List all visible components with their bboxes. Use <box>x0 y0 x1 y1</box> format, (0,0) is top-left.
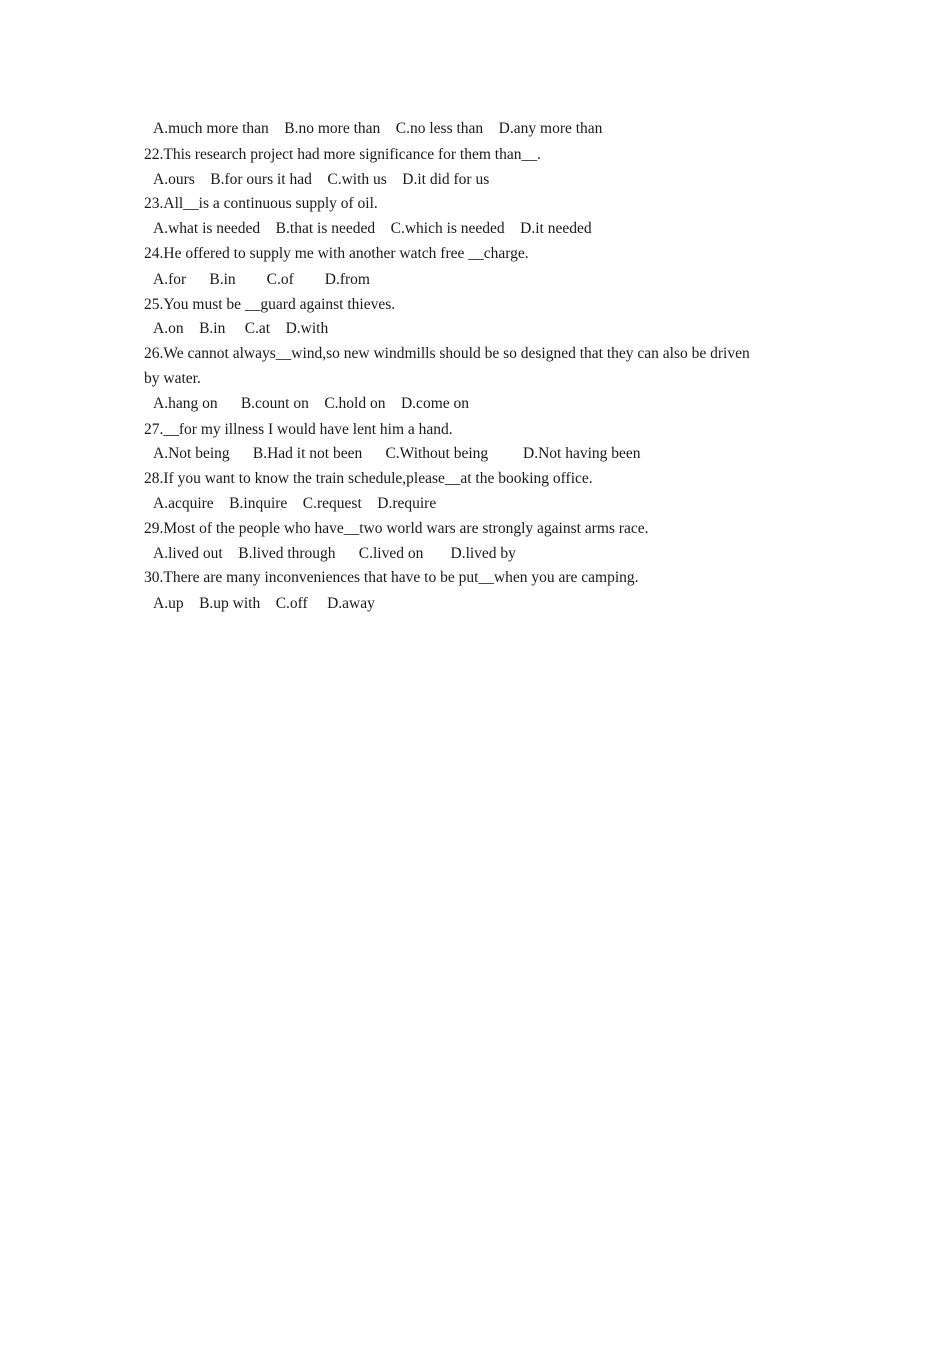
question-25: 25.You must be __guard against thieves. <box>144 296 396 313</box>
options-23: A.what is needed B.that is needed C.which is needed D.it needed <box>153 220 592 237</box>
options-22: A.ours B.for ours it had C.with us D.it did for us <box>153 171 490 188</box>
question-24: 24.He offered to supply me with another watch free __charge. <box>144 245 529 262</box>
options-30: A.up B.up with C.off D.away <box>153 595 375 612</box>
options-24: A.for B.in C.of D.from <box>153 271 370 288</box>
options-27: A.Not being B.Had it not been C.Without being D.Not having been <box>153 445 641 462</box>
question-30: 30.There are many inconveniences that have to be put__when you are camping. <box>144 569 639 586</box>
question-22: 22.This research project had more significance for them than__. <box>144 146 541 163</box>
question-23: 23.All__is a continuous supply of oil. <box>144 195 378 212</box>
question-27: 27.__for my illness I would have lent him a hand. <box>144 421 453 438</box>
options-29: A.lived out B.lived through C.lived on D.lived by <box>153 545 516 562</box>
options-21: A.much more than B.no more than C.no less than D.any more than <box>153 120 603 137</box>
question-28: 28.If you want to know the train schedule,please__at the booking office. <box>144 470 593 487</box>
question-26: 26.We cannot always__wind,so new windmills should be so designed that they can also be driven <box>144 345 750 362</box>
question-29: 29.Most of the people who have__two world wars are strongly against arms race. <box>144 520 649 537</box>
options-25: A.on B.in C.at D.with <box>153 320 329 337</box>
options-28: A.acquire B.inquire C.request D.require <box>153 495 437 512</box>
options-26: A.hang on B.count on C.hold on D.come on <box>153 395 470 412</box>
question-26-cont: by water. <box>144 370 201 387</box>
